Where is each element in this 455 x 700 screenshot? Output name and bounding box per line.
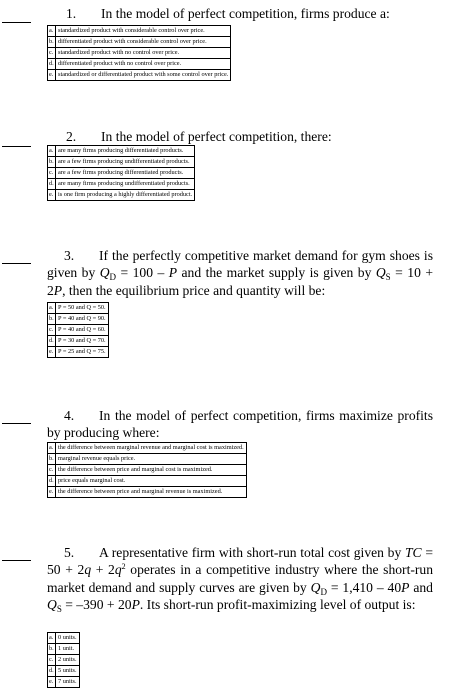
option-row[interactable]	[48, 325, 109, 336]
option-letter: c.	[48, 655, 56, 666]
option-row[interactable]	[48, 476, 247, 487]
answer-blank-4[interactable]	[2, 423, 31, 424]
option-text: the difference between price and marginal revenue is maximized.	[56, 487, 247, 498]
question-3-number: 3.	[64, 248, 75, 263]
question-5-text-part: operates in a competitive industry where the short-run market demand and supply curves are given by	[47, 562, 433, 595]
option-text: 5 units.	[56, 666, 80, 677]
option-row[interactable]	[48, 454, 247, 465]
option-row[interactable]	[48, 146, 195, 157]
option-row[interactable]	[48, 487, 247, 498]
option-text: differentiated product with considerable control over price.	[56, 37, 231, 48]
option-letter: d.	[48, 336, 56, 347]
option-row[interactable]	[48, 655, 80, 666]
option-letter: a.	[48, 146, 56, 157]
option-letter: b.	[48, 314, 56, 325]
option-row[interactable]	[48, 157, 195, 168]
option-text: marginal revenue equals price.	[56, 454, 247, 465]
question-5-text-part: = 1,410 – 40	[326, 579, 402, 595]
quantity-symbol: q	[114, 562, 122, 578]
option-text: the difference between marginal revenue and marginal cost is maximized.	[56, 443, 247, 454]
total-cost-symbol: TC	[404, 545, 422, 560]
option-row[interactable]	[48, 179, 195, 190]
option-letter: b.	[48, 157, 56, 168]
question-5-text-part: . Its short-run profit-maximizing level of output is:	[139, 596, 416, 612]
option-letter: c.	[48, 465, 56, 476]
option-letter: d.	[48, 59, 56, 70]
option-letter: b.	[48, 454, 56, 465]
supply-subscript: S	[385, 272, 391, 283]
question-5-text-part: and	[409, 579, 433, 595]
demand-q-symbol: Q	[99, 265, 110, 281]
option-row[interactable]	[48, 59, 231, 70]
option-letter: c.	[48, 48, 56, 59]
option-letter: d.	[48, 476, 56, 487]
question-5-text	[47, 544, 433, 613]
question-3-text-part: , then the equilibrium price and quantity will be:	[62, 282, 326, 298]
question-5-text-part: = 50 + 2	[47, 545, 433, 578]
option-letter: a.	[48, 303, 56, 314]
option-row[interactable]	[48, 644, 80, 655]
option-row[interactable]	[48, 48, 231, 59]
demand-q-symbol: Q	[310, 579, 321, 595]
question-5-number: 5.	[64, 545, 75, 560]
option-row[interactable]	[48, 666, 80, 677]
option-row[interactable]	[48, 26, 231, 37]
question-2-stem: In the model of perfect competition, there:	[101, 129, 332, 144]
option-text: standardized or differentiated product with some control over price.	[56, 70, 231, 81]
question-1-text	[48, 5, 433, 22]
option-text: are many firms producing undifferentiated products.	[56, 179, 195, 190]
option-row[interactable]	[48, 190, 195, 201]
option-text: P = 40 and Q = 60.	[56, 325, 109, 336]
question-5-text-part: + 2	[91, 562, 115, 578]
option-letter: a.	[48, 633, 56, 644]
option-letter: d.	[48, 179, 56, 190]
question-1-number: 1.	[66, 6, 77, 21]
question-5-text-part: = –390 + 20	[61, 596, 132, 612]
demand-subscript: D	[109, 272, 117, 283]
demand-subscript: D	[320, 586, 327, 597]
question-4-text	[47, 407, 433, 442]
question-2-options	[47, 145, 195, 201]
option-row[interactable]	[48, 633, 80, 644]
option-row[interactable]	[48, 70, 231, 81]
supply-q-symbol: Q	[47, 596, 57, 612]
option-letter: e.	[48, 677, 56, 688]
option-letter: e.	[48, 70, 56, 81]
option-row[interactable]	[48, 37, 231, 48]
answer-blank-5[interactable]	[2, 560, 31, 561]
option-text: 0 units.	[56, 633, 80, 644]
option-row[interactable]	[48, 336, 109, 347]
price-symbol: P	[168, 265, 178, 281]
option-text: standardized product with no control over price.	[56, 48, 231, 59]
option-row[interactable]	[48, 168, 195, 179]
option-letter: e.	[48, 487, 56, 498]
option-text: 2 units.	[56, 655, 80, 666]
question-4-stem: In the model of perfect competition, firms maximize profits by producing where:	[47, 408, 433, 441]
option-letter: e.	[48, 347, 56, 358]
option-text: differentiated product with no control over price.	[56, 59, 231, 70]
question-4-options	[47, 442, 247, 498]
question-2-text	[48, 128, 433, 145]
price-symbol: P	[401, 579, 410, 595]
option-letter: c.	[48, 325, 56, 336]
answer-blank-2[interactable]	[2, 146, 31, 147]
question-5-options	[47, 632, 80, 688]
option-letter: d.	[48, 666, 56, 677]
question-3-text-part: = 100 –	[116, 265, 169, 281]
option-letter: a.	[48, 26, 56, 37]
option-text: 1 unit.	[56, 644, 80, 655]
price-symbol: P	[131, 596, 140, 612]
option-text: P = 30 and Q = 70.	[56, 336, 109, 347]
question-1-stem: In the model of perfect competition, firms produce a:	[101, 6, 390, 21]
option-row[interactable]	[48, 465, 247, 476]
supply-subscript: S	[56, 603, 62, 614]
option-row[interactable]	[48, 303, 109, 314]
option-row[interactable]	[48, 443, 247, 454]
option-letter: a.	[48, 443, 56, 454]
option-letter: c.	[48, 168, 56, 179]
option-text: are a few firms producing undifferentiated products.	[56, 157, 195, 168]
question-3-text-part: If the perfectly competitive market demand for gym shoes is given by	[47, 248, 433, 281]
price-symbol: P	[53, 282, 63, 298]
question-3-text	[47, 247, 433, 299]
option-row[interactable]	[48, 347, 109, 358]
answer-blank-1[interactable]	[2, 22, 31, 23]
quantity-symbol: q	[84, 562, 92, 578]
question-1-options	[47, 25, 231, 81]
question-3-options	[47, 302, 109, 358]
option-text: is one firm producing a highly differentiated product.	[56, 190, 195, 201]
exponent: 2	[121, 562, 126, 572]
answer-blank-3[interactable]	[2, 263, 31, 264]
option-row[interactable]	[48, 677, 80, 688]
question-5-text-part: A representative firm with short-run total cost given by	[99, 545, 405, 560]
question-3-text-part: = 10 + 2	[47, 265, 433, 298]
option-text: are a few firms producing differentiated products.	[56, 168, 195, 179]
option-text: price equals marginal cost.	[56, 476, 247, 487]
supply-q-symbol: Q	[375, 265, 386, 281]
option-letter: e.	[48, 190, 56, 201]
question-4-number: 4.	[64, 408, 75, 423]
option-text: P = 50 and Q = 50.	[56, 303, 109, 314]
option-letter: b.	[48, 644, 56, 655]
option-row[interactable]	[48, 314, 109, 325]
question-2-number: 2.	[66, 129, 77, 144]
option-text: 7 units.	[56, 677, 80, 688]
option-letter: b.	[48, 37, 56, 48]
option-text: standardized product with considerable control over price.	[56, 26, 231, 37]
option-text: P = 25 and Q = 75.	[56, 347, 109, 358]
question-3-text-part: and the market supply is given by	[177, 265, 376, 281]
option-text: are many firms producing differentiated products.	[56, 146, 195, 157]
option-text: the difference between price and marginal cost is maximized.	[56, 465, 247, 476]
option-text: P = 40 and Q = 90.	[56, 314, 109, 325]
